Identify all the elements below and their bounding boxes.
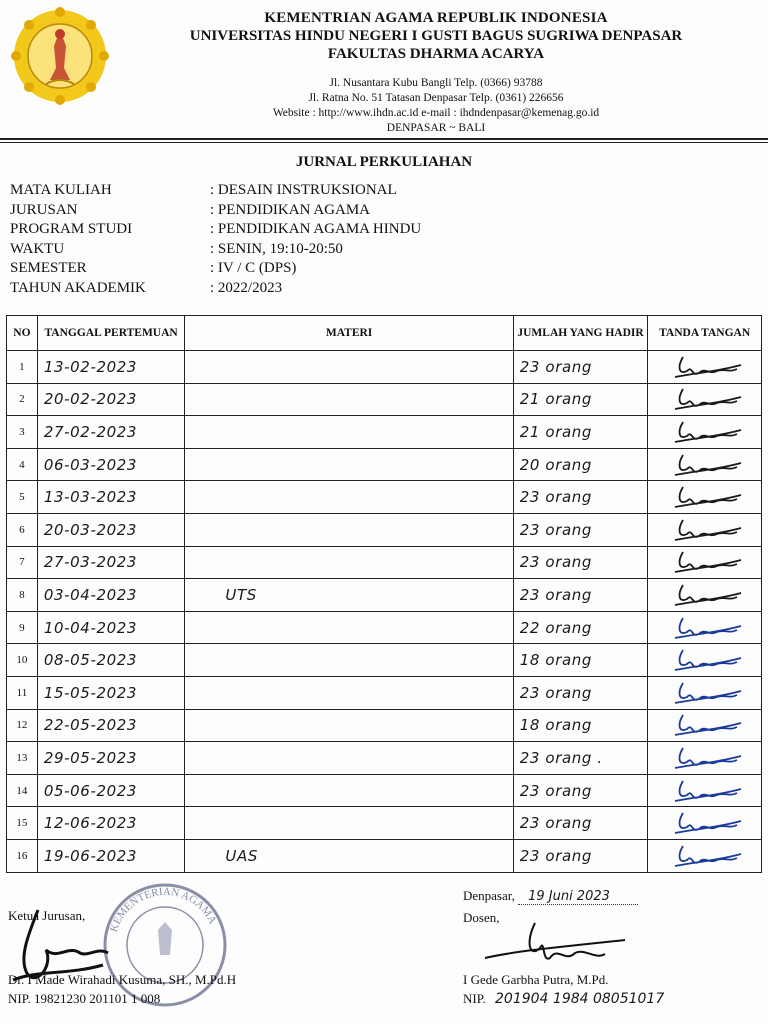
- row-material: [185, 749, 225, 767]
- row-date: 15-05-2023: [43, 683, 138, 702]
- address-line-2: Jl. Ratna No. 51 Tatasan Denpasar Telp. (0361) 226656: [308, 92, 564, 104]
- table-row: [7, 774, 762, 807]
- header-attendance: JUMLAH YANG HADIR: [513, 316, 648, 351]
- document-title: JURNAL PERKULIAHAN: [295, 154, 473, 170]
- header-signature: TANDA TANGAN: [648, 316, 762, 351]
- row-material: [185, 684, 225, 702]
- table-row: [7, 579, 762, 612]
- row-material: [185, 619, 225, 637]
- info-row-program: PROGRAM STUDI : PENDIDIKAN AGAMA HINDU: [10, 221, 422, 237]
- row-material: [185, 651, 225, 669]
- place-date-line: [463, 888, 638, 904]
- row-no: 12: [7, 709, 38, 742]
- row-attendance: 21 orang: [519, 390, 592, 409]
- lecturer-signature-icon: [665, 614, 745, 642]
- row-material: UTS: [225, 585, 257, 604]
- row-no: 14: [7, 774, 38, 807]
- lecture-journal-table: [6, 315, 762, 873]
- row-no: 2: [7, 383, 38, 416]
- row-no: 6: [7, 513, 38, 546]
- row-material: [185, 553, 225, 571]
- signing-date: 19 Juni 2023: [518, 889, 638, 905]
- row-date: 10-04-2023: [43, 618, 138, 637]
- info-row-time: WAKTU : SENIN, 19:10-20:50: [10, 240, 343, 257]
- table-body: [7, 351, 762, 873]
- row-no: 16: [7, 839, 38, 872]
- row-date: 13-02-2023: [43, 357, 138, 376]
- lecturer-signature-icon: [665, 451, 745, 479]
- lecturer-role: Dosen,: [463, 910, 500, 925]
- table-row: [7, 383, 762, 416]
- lecturer-signature-icon: [665, 548, 745, 576]
- row-material: UAS: [225, 846, 258, 865]
- lecturer-nip-label: NIP.: [463, 991, 486, 1006]
- lecturer-signature-icon: [665, 581, 745, 609]
- table-row: [7, 481, 762, 514]
- row-material: [185, 716, 225, 734]
- lecturer-signature-icon: [665, 679, 745, 707]
- row-attendance: 23 orang: [519, 814, 592, 833]
- table-row: [7, 351, 762, 384]
- row-attendance: 23 orang: [519, 683, 592, 702]
- city-line: DENPASAR ~ BALI: [386, 122, 486, 134]
- table-row: [7, 611, 762, 644]
- lecturer-signature-icon: [665, 842, 745, 870]
- letterhead-address: [110, 76, 762, 136]
- row-attendance: 18 orang: [519, 651, 592, 670]
- ministry-name: KEMENTRIAN AGAMA REPUBLIK INDONESIA: [264, 10, 608, 26]
- letterhead: [110, 10, 762, 63]
- header-rule-thin: [0, 142, 768, 143]
- row-date: 27-02-2023: [43, 422, 138, 441]
- course-info: [10, 181, 421, 298]
- row-material: [185, 814, 225, 832]
- row-attendance: 22 orang: [519, 618, 592, 637]
- university-logo-icon: [10, 6, 110, 106]
- row-no: 13: [7, 742, 38, 775]
- lecturer-signature-icon: [665, 418, 745, 446]
- row-date: 08-05-2023: [43, 651, 138, 670]
- row-material: [185, 521, 225, 539]
- row-no: 3: [7, 416, 38, 449]
- row-attendance: 23 orang .: [519, 748, 603, 767]
- table-row: [7, 546, 762, 579]
- row-attendance: 23 orang: [519, 520, 592, 539]
- row-no: 9: [7, 611, 38, 644]
- table-row: [7, 676, 762, 709]
- info-row-department: JURUSAN : PENDIDIKAN AGAMA: [10, 201, 370, 218]
- row-date: 20-02-2023: [43, 390, 138, 409]
- row-no: 8: [7, 579, 38, 612]
- place-label: Denpasar,: [463, 888, 515, 903]
- row-no: 1: [7, 351, 38, 384]
- info-row-academic-year: TAHUN AKADEMIK : 2022/2023: [10, 279, 283, 296]
- lecturer-nip-value: 201904 1984 08051017: [495, 991, 665, 1007]
- row-no: 4: [7, 448, 38, 481]
- table-row: [7, 416, 762, 449]
- row-no: 15: [7, 807, 38, 840]
- row-material: [185, 358, 225, 376]
- row-date: 06-03-2023: [43, 455, 138, 474]
- row-attendance: 23 orang: [519, 357, 592, 376]
- lecturer-signature-icon: [665, 385, 745, 413]
- table-row: [7, 513, 762, 546]
- department-head-role: Ketua Jurusan,: [8, 908, 86, 923]
- table-header-row: [7, 316, 762, 351]
- university-name: UNIVERSITAS HINDU NEGERI I GUSTI BAGUS SUGRIWA DENPASAR: [189, 28, 683, 44]
- header-rule-thick: [0, 138, 768, 140]
- department-head-nip: NIP. 19821230 201101 1 008: [8, 991, 161, 1006]
- row-attendance: 20 orang: [519, 455, 592, 474]
- website-line: Website : http://www.ihdn.ac.id e-mail : ihdndenpasar@kemenag.go.id: [272, 107, 600, 119]
- table-row: [7, 742, 762, 775]
- row-attendance: 23 orang: [519, 846, 592, 865]
- lecturer-signature-icon: [665, 711, 745, 739]
- table-row: [7, 448, 762, 481]
- row-date: 29-05-2023: [43, 748, 138, 767]
- lecturer-signature-icon: [665, 744, 745, 772]
- row-material: [185, 488, 225, 506]
- address-line-1: Jl. Nusantara Kubu Bangli Telp. (0366) 93788: [329, 77, 543, 89]
- row-attendance: 18 orang: [519, 716, 592, 735]
- info-row-course: MATA KULIAH : DESAIN INSTRUKSIONAL: [10, 182, 397, 198]
- svg-text:KEMENTERIAN AGAMA: KEMENTERIAN AGAMA: [107, 885, 219, 934]
- table-row: [7, 644, 762, 677]
- row-date: 05-06-2023: [43, 781, 138, 800]
- row-attendance: 23 orang: [519, 781, 592, 800]
- faculty-name: FAKULTAS DHARMA ACARYA: [327, 46, 545, 62]
- row-no: 5: [7, 481, 38, 514]
- lecturer-signature-icon: [665, 809, 745, 837]
- table-row: [7, 807, 762, 840]
- row-no: 7: [7, 546, 38, 579]
- row-material: [185, 390, 225, 408]
- row-date: 12-06-2023: [43, 814, 138, 833]
- lecturer-signature-icon: [665, 483, 745, 511]
- row-no: 10: [7, 644, 38, 677]
- table-row: [7, 839, 762, 872]
- row-date: 27-03-2023: [43, 553, 138, 572]
- info-row-semester: SEMESTER : IV / C (DPS): [10, 260, 297, 276]
- row-no: 11: [7, 676, 38, 709]
- department-head-name: Dr. I Made Wirahadi Kusuma, SH., M.Pd.H: [8, 972, 237, 987]
- row-date: 19-06-2023: [43, 846, 138, 865]
- row-material: [185, 782, 225, 800]
- row-attendance: 23 orang: [519, 553, 592, 572]
- lecturer-signature-icon: [665, 646, 745, 674]
- row-material: [185, 423, 225, 441]
- row-date: 13-03-2023: [43, 488, 138, 507]
- lecturer-signature-icon: [665, 777, 745, 805]
- row-attendance: 21 orang: [519, 422, 592, 441]
- lecturer-signature-icon: [665, 516, 745, 544]
- lecturer-signature-icon: [665, 353, 745, 381]
- lecturer-signature-icon: [480, 918, 630, 973]
- row-date: 20-03-2023: [43, 520, 138, 539]
- header-no: NO: [7, 316, 38, 351]
- lecturer-name: I Gede Garbha Putra, M.Pd.: [463, 972, 609, 987]
- row-attendance: 23 orang: [519, 488, 592, 507]
- lecturer-nip-line: [463, 991, 664, 1007]
- header-material: MATERI: [185, 316, 513, 351]
- header-date: TANGGAL PERTEMUAN: [37, 316, 185, 351]
- row-date: 22-05-2023: [43, 716, 138, 735]
- table-row: [7, 709, 762, 742]
- row-date: 03-04-2023: [43, 585, 138, 604]
- row-material: [185, 456, 225, 474]
- row-attendance: 23 orang: [519, 585, 592, 604]
